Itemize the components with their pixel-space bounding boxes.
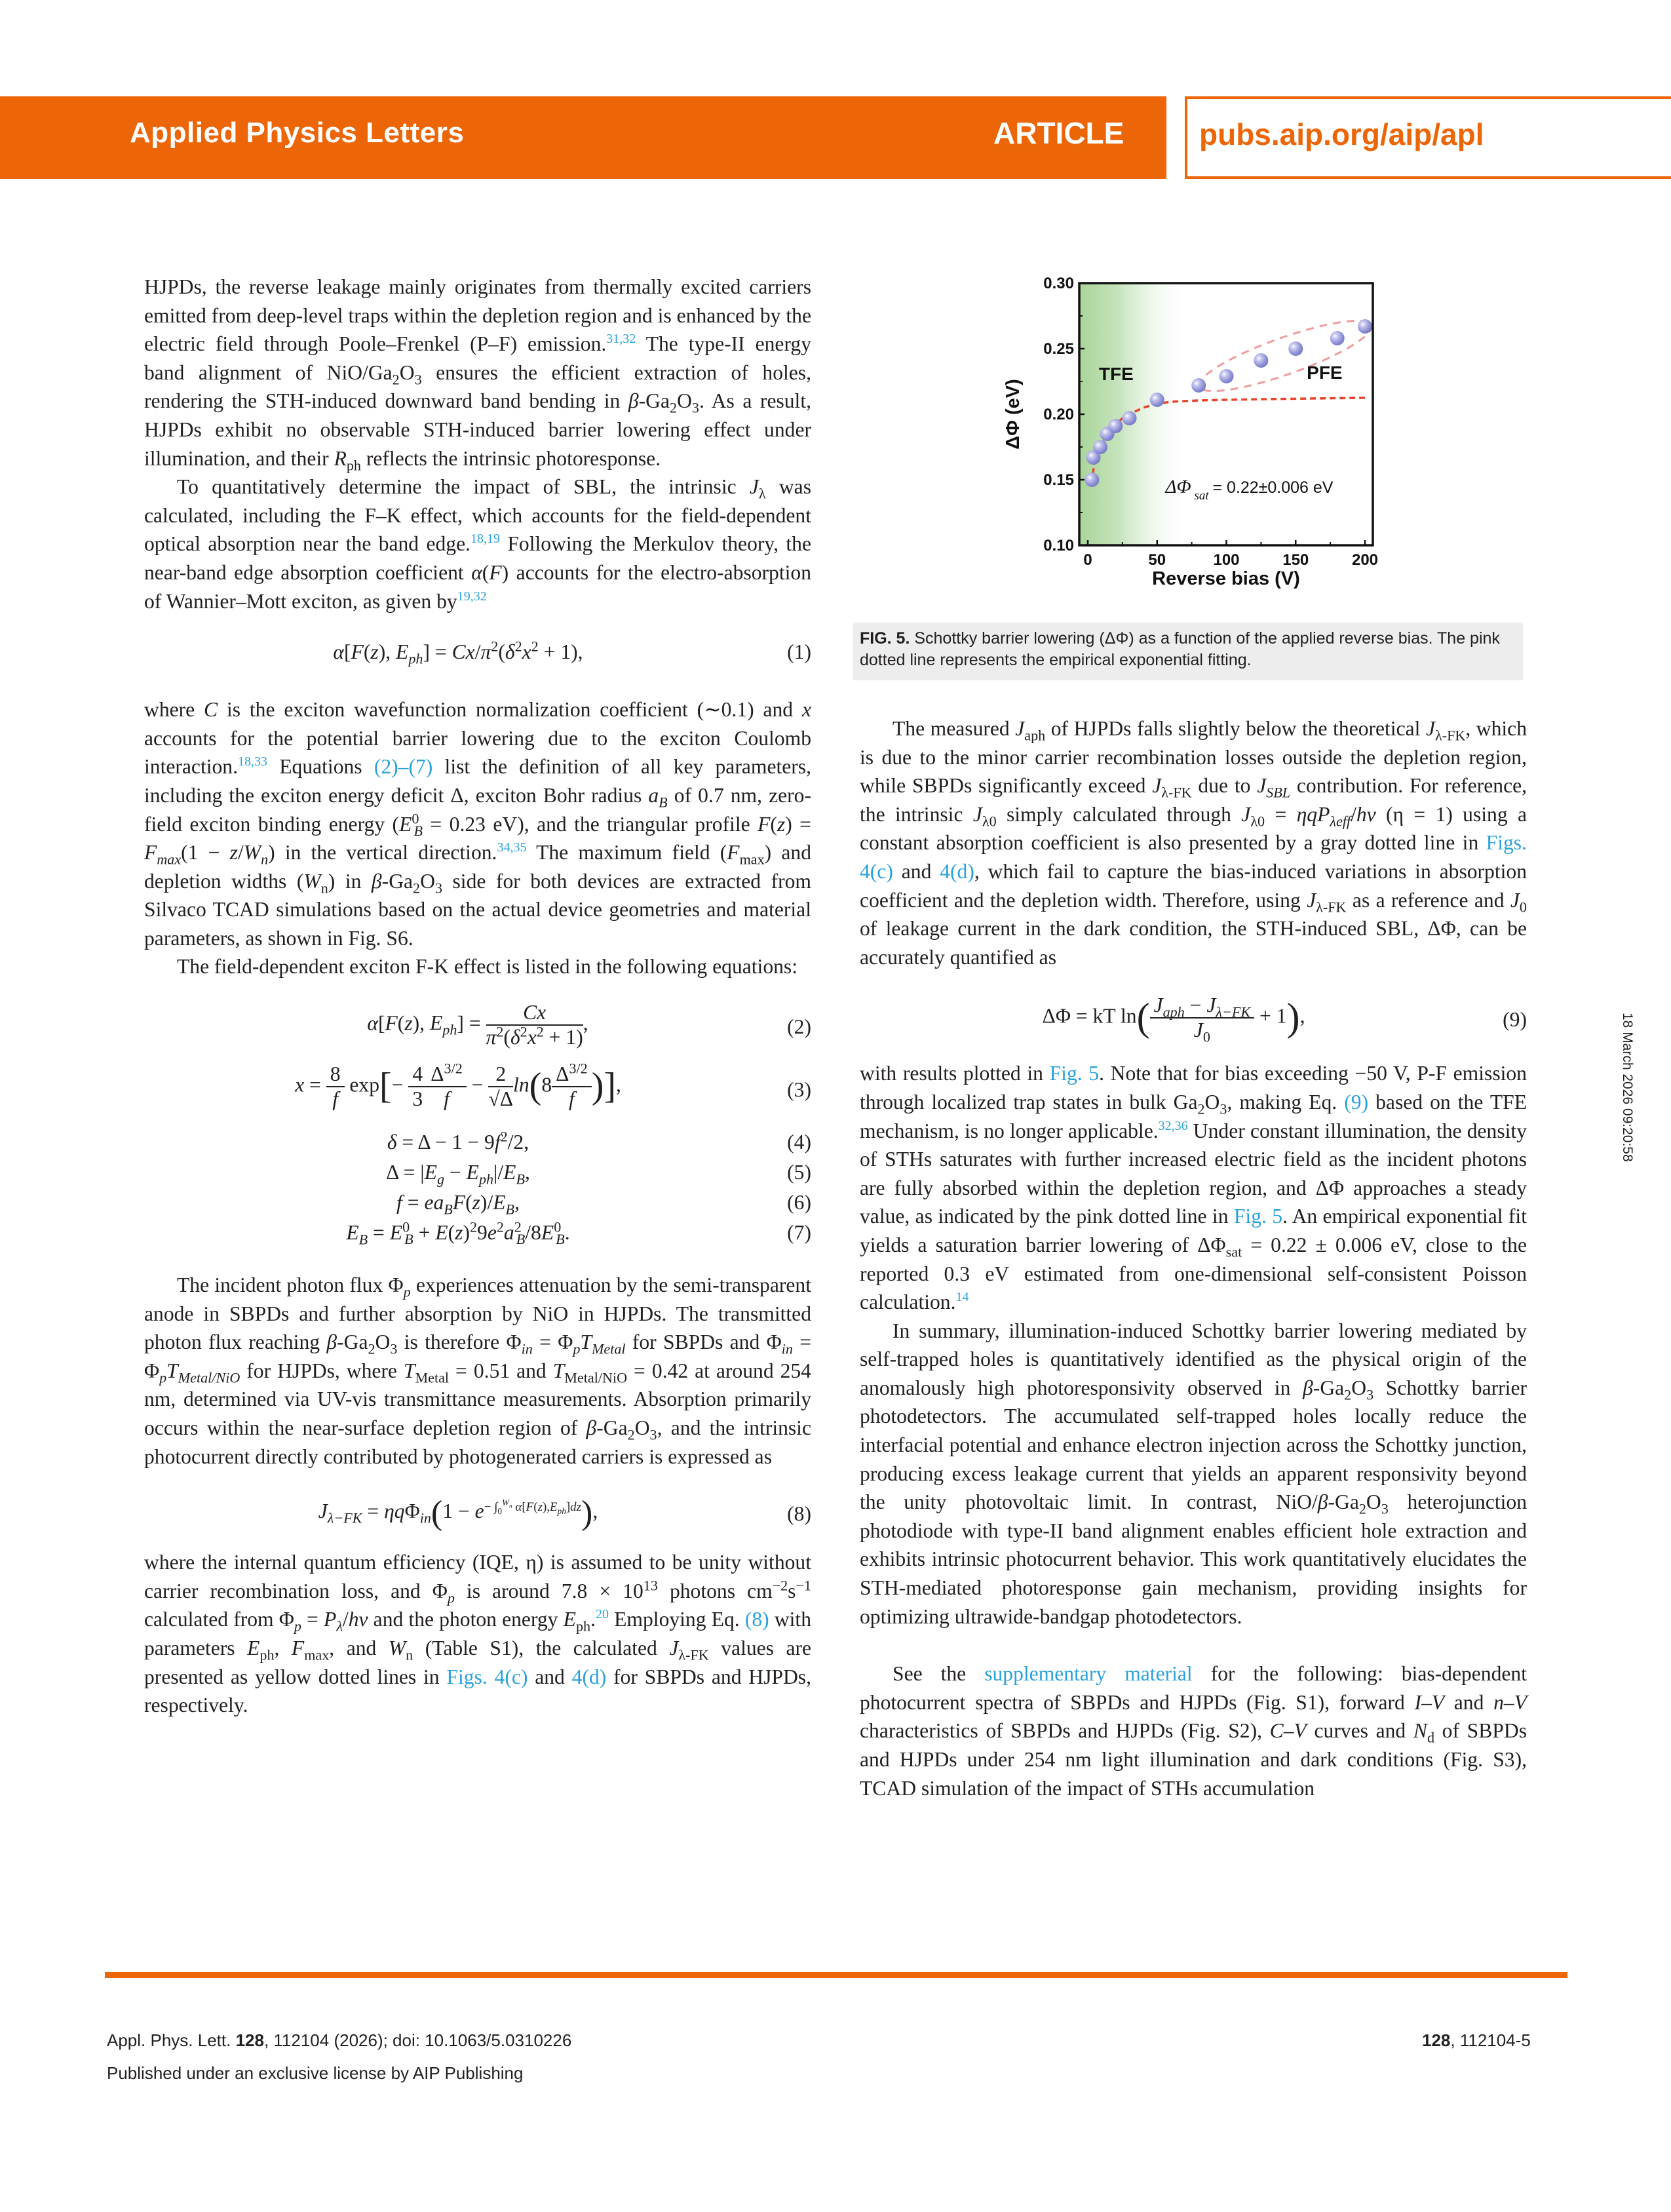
- citation-ref[interactable]: 14: [955, 1290, 969, 1305]
- y-axis-label: ΔΦ (eV): [1003, 379, 1024, 450]
- figure-caption: FIG. 5. Schottky barrier lowering (ΔΦ) as a function of the applied reverse bias. The pink dotted line represents the empirical exponential fitting.: [853, 623, 1523, 680]
- figure-link[interactable]: Fig. 5: [1049, 1062, 1100, 1085]
- equation-link[interactable]: (9): [1344, 1090, 1369, 1114]
- saturation-annotation-symbol: ΔΦ: [1165, 476, 1191, 497]
- y-tick-label: 0.20: [1043, 406, 1074, 423]
- data-point: [1191, 378, 1206, 393]
- equation-5: $\Delta = |E_g - E_{ph}|/E_B$, (5): [144, 1158, 811, 1188]
- tfe-label: TFE: [1098, 364, 1134, 384]
- equation-number: (9): [1503, 1008, 1527, 1032]
- equation-6: $f = ea_BF(z)/E_B$, (6): [144, 1188, 811, 1218]
- equation-number: (8): [787, 1502, 811, 1526]
- data-point: [1108, 419, 1123, 433]
- figure-link[interactable]: 4(d): [571, 1665, 607, 1688]
- left-column: [144, 273, 811, 1720]
- citation-ref[interactable]: 18,33: [238, 754, 267, 769]
- supplementary-material-link[interactable]: supplementary material: [984, 1662, 1193, 1686]
- equation-link[interactable]: (8): [744, 1608, 769, 1631]
- paragraph: In summary, illumination-induced Schottky barrier lowering mediated by self-trapped holes is quantitatively identified as the physical origin of the anomalously high photoresponsivity observed in $\beta-Ga_2O_3$ Schottky barrier photodetectors. The accumulated self-trapped holes locally reduce the interfacial potential and enhance electron injection across the Schottky junction, producing excess leakage current that yields an apparent responsivity beyond the unity photovoltaic limit. In contrast, NiO/$\beta-Ga_2O_3$ heterojunction photodiode with type-II band alignment enables efficient hole extraction and exhibits intrinsic photocurrent behavior. This work quantitatively elucidates the STH-mediated photoresponse gain mechanism, providing insights for optimizing ultrawide-bandgap photodetectors.: [860, 1319, 1527, 1628]
- paragraph: The measured $J_{aph}$ of HJPDs falls slightly below the theoretical $J_{\lambda-FK}$, which is due to the minor carrier recombination losses outside the depletion region, while SBPDs significantly exceed $J_{\lambda-FK}$ due to $J_{SBL}$ contribution. For reference, the intrinsic $J_{\lambda 0}$ simply calculated through $J_{\lambda 0} = \eta qP_{\lambda eff}/h\nu$ (η = 1) using a constant absorption coefficient is also presented by a gray dotted line in Figs. 4(c) and 4(d), which fail to capture the bias-induced variations in absorption coefficient and the depletion width. Therefore, using $J_{\lambda-FK}$ as a reference and $J_0$ of leakage current in the dark condition, the STH-induced SBL, ΔΦ, can be accurately quantified as: [860, 717, 1527, 969]
- equation-number: (6): [787, 1191, 811, 1214]
- y-tick-label: 0.30: [1043, 275, 1074, 292]
- y-tick-label: 0.15: [1043, 471, 1074, 489]
- journal-url-link[interactable]: pubs.aip.org/aip/apl: [1199, 117, 1484, 151]
- paragraph: The field-dependent exciton F-K effect is listed in the following equations:: [177, 955, 797, 979]
- citation-ref[interactable]: 20: [595, 1607, 609, 1622]
- figure-link[interactable]: 4(d): [940, 859, 974, 883]
- paragraph: See the supplementary material for the following: bias-dependent photocurrent spectra of SBPDs and HJPDs (Fig. S1), forward I–V and n–V characteristics of SBPDs and HJPDs (Fig. S2), C–V curves and $N_d$ of SBPDs and HJPDs under 254 nm light illumination and dark conditions (Fig. S3), TCAD simulation of the impact of STHs accumulation: [860, 1662, 1527, 1800]
- paragraph: HJPDs, the reverse leakage mainly originates from thermally excited carriers emitted from deep-level traps within the depletion region and is enhanced by the electric field through Poole–Frenkel (P–F) emission.$^{31,32}$ The type-II energy band alignment of NiO/$Ga_2O_3$ ensures the efficient extraction of holes, rendering the STH-induced downward band bending in $\beta-Ga_2O_3$. As a result, HJPDs exhibit no observable STH-induced barrier lowering effect under illumination, and their $R_{ph}$ reflects the intrinsic photoresponse.: [144, 275, 812, 473]
- article-type-label: ARTICLE: [993, 116, 1124, 150]
- pfe-region-outline: [1193, 308, 1377, 404]
- equation-9: ΔΦ = kT ln( $\frac{J_{aph} - J_{\lambda-FK}}{J_0}$ + 1), (9): [1042, 994, 1527, 1045]
- equation-3: x = $\frac{8}{f}$ exp[− $\frac{4}{3}$ $\frac{\Delta^{3/2}}{f}$ − $\frac{2}{√\Delta}$ ln(8 $\frac{\Delta^{3/2}}{f}$ )], (3): [295, 1060, 811, 1111]
- data-point: [1330, 331, 1345, 345]
- equation-7: $E_B = E^0_B + E(z)^29e^2a^2_B/8E^0_B$. (7): [346, 1218, 811, 1248]
- paragraph: where the internal quantum efficiency (IQE, η) is assumed to be unity without carrier recombination loss, and $\Phi_p$ is around $7.8 \times 10^{13}$ photons $cm^{-2}s^{-1}$ calculated from $\Phi_p = P_\lambda/h\nu$ and the photon energy $E_{ph}.^{20}$ Employing Eq. (8) with parameters $E_{ph}$, $F_{max}$, and $W_n$ (Table S1), the calculated $J_{\lambda-FK}$ values are presented as yellow dotted lines in Figs. 4(c) and 4(d) for SBPDs and HJPDs, respectively.: [144, 1551, 812, 1717]
- figure-link[interactable]: Figs. 4(c): [446, 1665, 528, 1688]
- figure-label: FIG. 5.: [860, 629, 910, 648]
- citation-ref[interactable]: 19,32: [457, 589, 487, 604]
- equation-number: (5): [787, 1161, 811, 1184]
- equation-link[interactable]: (2)–(7): [374, 755, 433, 779]
- equation-2: α[F(z), $E_{ph}$] = $\frac{Cx}{\pi^2(\delta^2x^2 + 1)}$ , (2): [367, 1001, 811, 1049]
- footer-citation: Appl. Phys. Lett. 128, 112104 (2026); doi: 10.1063/5.0310226: [107, 2030, 572, 2050]
- figure-5-chart: [963, 262, 1422, 590]
- equation-8: $J_{\lambda-FK} = \eta q\Phi_{in}(1 - e^{- \int_0^{W_n} \alpha[F(z),E_{ph}]dz})$, (8): [318, 1494, 811, 1532]
- journal-title: Applied Physics Letters: [130, 117, 465, 149]
- figure-link[interactable]: Figs. 4(c): [860, 831, 1527, 883]
- paragraph: To quantitatively determine the impact of SBL, the intrinsic $J_\lambda$ was calculated, including the F–K effect, which accounts for the field-dependent optical absorption near the band edge.$^{18,19}$ Following the Merkulov theory, the near-band edge absorption coefficient α(F) accounts for the electro-absorption of Wannier–Mott exciton, as given by$^{19,32}$: [144, 475, 811, 613]
- equation-number: (3): [787, 1078, 811, 1102]
- download-timestamp: 18 March 2026 09:20:58: [1620, 1013, 1635, 1162]
- data-point: [1150, 393, 1164, 407]
- saturation-annotation-value: = 0.22±0.006 eV: [1212, 478, 1334, 497]
- footer-divider: [105, 1972, 1567, 1978]
- equation-4: $\delta = \Delta - 1 - 9f^2/2$, (4): [144, 1128, 811, 1158]
- citation-ref[interactable]: 18,19: [471, 532, 500, 547]
- x-tick-label: 100: [1213, 551, 1240, 569]
- paragraph: with results plotted in Fig. 5. Note that for bias exceeding −50 V, P-F emission through localized trap states in bulk $Ga_2O_3$, making Eq. (9) based on the TFE mechanism, is no longer applicable.$^{32,36}$ Under constant illumination, the density of STHs saturates with further increased electric field as the incident photons are fully absorbed within the depletion region, and ΔΦ approaches a steady value, as indicated by the pink dotted line in Fig. 5. An empirical exponential fit yields a saturation barrier lowering of $\Delta\Phi_{sat} = 0.22 \pm 0.006$ eV, close to the reported 0.3 eV estimated from one-dimensional self-consistent Poisson calculation.$^{14}$: [860, 1062, 1527, 1314]
- citation-ref[interactable]: 31,32: [606, 332, 636, 347]
- y-tick-label: 0.10: [1043, 537, 1074, 554]
- paragraph: The incident photon flux $\Phi_p$ experiences attenuation by the semi-transparent anode in SBPDs and further absorption by NiO in HJPDs. The transmitted photon flux reaching $\beta-Ga_2O_3$ is therefore $\Phi_{in} = \Phi_pT_{Metal}$ for SBPDs and $\Phi_{in} = \Phi_pT_{Metal/NiO}$ for HJPDs, where $T_{Metal} = 0.51$ and $T_{Metal/NiO} = 0.42$ at around 254 nm, determined via UV-vis transmittance measurements. Absorption primarily occurs within the near-surface depletion region of $\beta-Ga_2O_3$, and the intrinsic photocurrent directly contributed by photogenerated carriers is expressed as: [144, 1273, 812, 1468]
- data-point: [1288, 341, 1303, 356]
- equation-number: (7): [787, 1221, 811, 1245]
- equation-1: α[F(z), $E_{ph}] = Cx/\pi^2(\delta^2x^2 + 1)$, (1): [333, 638, 811, 667]
- equation-number: (1): [787, 640, 811, 664]
- page-number: 128, 112104-5: [1422, 2030, 1531, 2050]
- citation-ref[interactable]: 34,35: [497, 840, 527, 855]
- citation-ref[interactable]: 32,36: [1158, 1118, 1188, 1133]
- paragraph: where C is the exciton wavefunction normalization coefficient (∼0.1) and x accounts for the potential barrier lowering due to the exciton Coulomb interaction.$^{18,33}$ Equations (2)–(7) list the definition of all key parameters, including the exciton energy deficit Δ, exciton Bohr radius $a_B$ of 0.7 nm, zero-field exciton binding energy ($E^0_B = 0.23$ eV), and the triangular profile $F(z) = F_{max}(1 - z/W_n)$ in the vertical direction.$^{34,35}$ The maximum field $(F_{max})$ and depletion widths $(W_n)$ in $\beta-Ga_2O_3$ side for both devices are extracted from Silvaco TCAD simulations based on the actual device geometries and material parameters, as shown in Fig. S6.: [144, 698, 811, 950]
- pfe-label: PFE: [1307, 362, 1343, 383]
- data-point: [1122, 411, 1136, 425]
- plot-area: [1003, 275, 1378, 589]
- data-point: [1093, 440, 1107, 454]
- x-tick-label: 200: [1351, 551, 1379, 569]
- x-tick-label: 150: [1282, 551, 1309, 569]
- x-tick-label: 50: [1148, 551, 1166, 569]
- data-point: [1220, 369, 1234, 383]
- right-column: [860, 714, 1527, 1802]
- x-tick-label: 0: [1083, 551, 1092, 569]
- equation-number: (4): [787, 1131, 811, 1154]
- x-axis-label: Reverse bias (V): [1152, 568, 1300, 589]
- data-point: [1358, 319, 1372, 334]
- footer-license: Published under an exclusive license by AIP Publishing: [107, 2063, 524, 2083]
- data-point: [1254, 353, 1268, 368]
- figure-link[interactable]: Fig. 5: [1233, 1205, 1283, 1228]
- data-point: [1085, 473, 1099, 487]
- y-tick-label: 0.25: [1043, 340, 1074, 358]
- saturation-annotation-subscript: sat: [1194, 489, 1209, 503]
- equation-number: (2): [787, 1015, 811, 1039]
